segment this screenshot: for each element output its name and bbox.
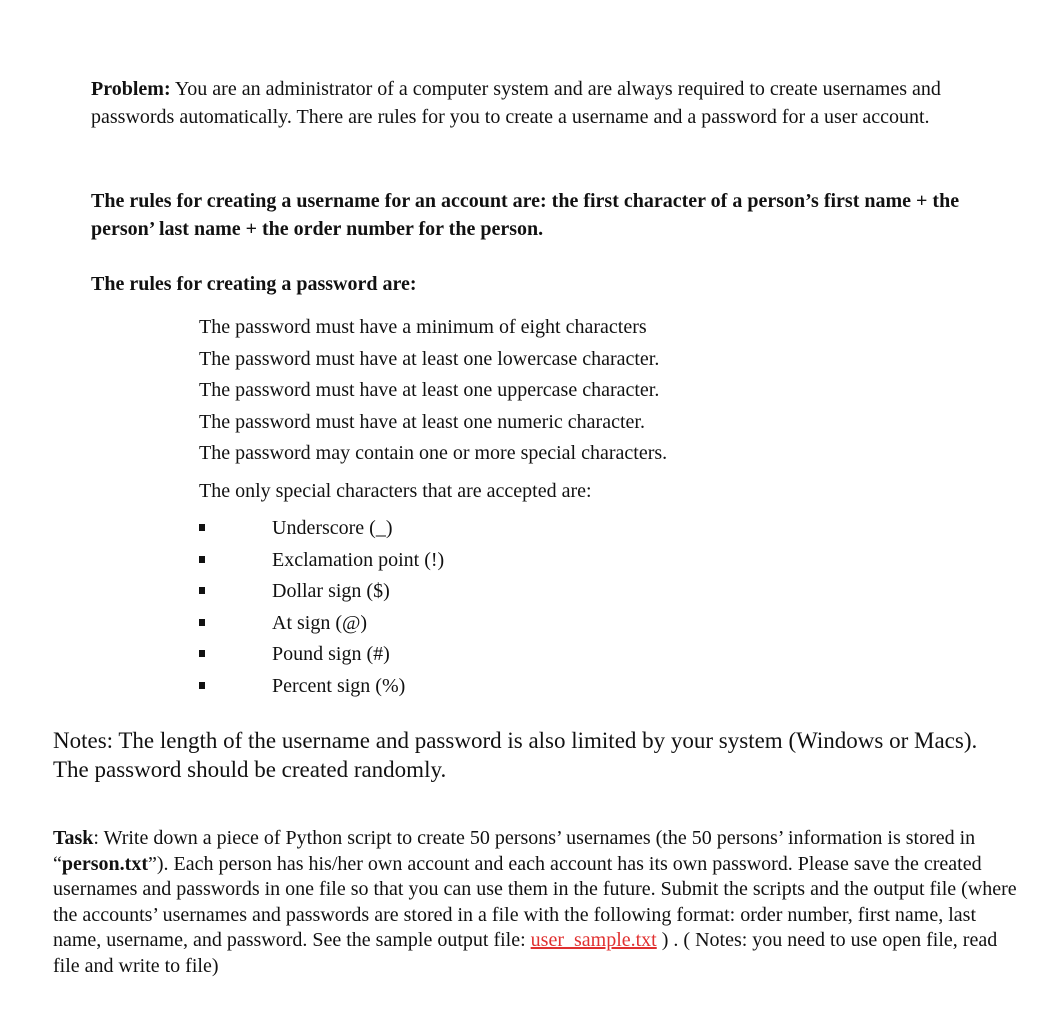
password-rule: The password must have at least one numeric character. (199, 410, 645, 433)
task-label: Task (53, 827, 94, 849)
special-characters-intro: The only special characters that are accepted are: (199, 480, 592, 502)
password-rule: The password must have at least one lowercase character. (199, 347, 660, 370)
task-paragraph (53, 826, 1028, 979)
task-text-part-1: : Write down a piece of Python script to create 50 persons’ usernames (the 50 persons’ information is stored in “ (53, 827, 976, 875)
password-rule: The password may contain one or more special characters. (199, 442, 668, 464)
username-rules: The rules for creating a username for an account are: the first character of a person’s first name + the person’ last name + the order number for the person. (91, 190, 960, 240)
task-text-part-3: ) . ( Notes: you need to use open file, read file and write to file) (53, 929, 998, 977)
password-rule: The password must have at least one uppercase character. (199, 379, 660, 401)
password-rules-list (199, 314, 667, 472)
problem-label: Problem: (91, 78, 171, 100)
problem-text: You are an administrator of a computer system and are always required to create usernames and passwords automatically. There are rules for you to create a username and a password for a user account. (91, 78, 941, 128)
special-character-label: Exclamation point (!) (272, 548, 445, 571)
square-bullet-icon (199, 650, 205, 657)
password-rules-heading: The rules for creating a password are: (91, 273, 417, 295)
special-character-label: Underscore (_) (272, 517, 393, 539)
square-bullet-icon (199, 619, 205, 626)
notes-paragraph: Notes: The length of the username and password is also limited by your system (Windows or Macs). The password should be created randomly. (53, 728, 978, 782)
problem-paragraph (91, 76, 1011, 131)
password-rule: The password must have a minimum of eight characters (199, 316, 647, 338)
task-text-part-2: ”). Each person has his/her own account and each account has its own password. Please save the created usernames and passwords in one file so that you can use them in the future. Submit the scripts and the output file (where the accounts’ usernames and passwords are stored in a file with the following format: order number, first name, last name, username, and password. See the sample output file: (53, 852, 1017, 951)
square-bullet-icon (199, 587, 205, 594)
person-file-name: person.txt (61, 852, 148, 875)
square-bullet-icon (199, 524, 205, 531)
special-character-label: Dollar sign ($) (272, 580, 390, 602)
special-character-label: Percent sign (%) (272, 674, 406, 697)
user-sample-link[interactable]: user_sample.txt (530, 929, 657, 951)
square-bullet-icon (199, 682, 205, 689)
special-character-label: At sign (@) (272, 611, 368, 634)
special-character-label: Pound sign (#) (272, 643, 390, 665)
square-bullet-icon (199, 556, 205, 563)
